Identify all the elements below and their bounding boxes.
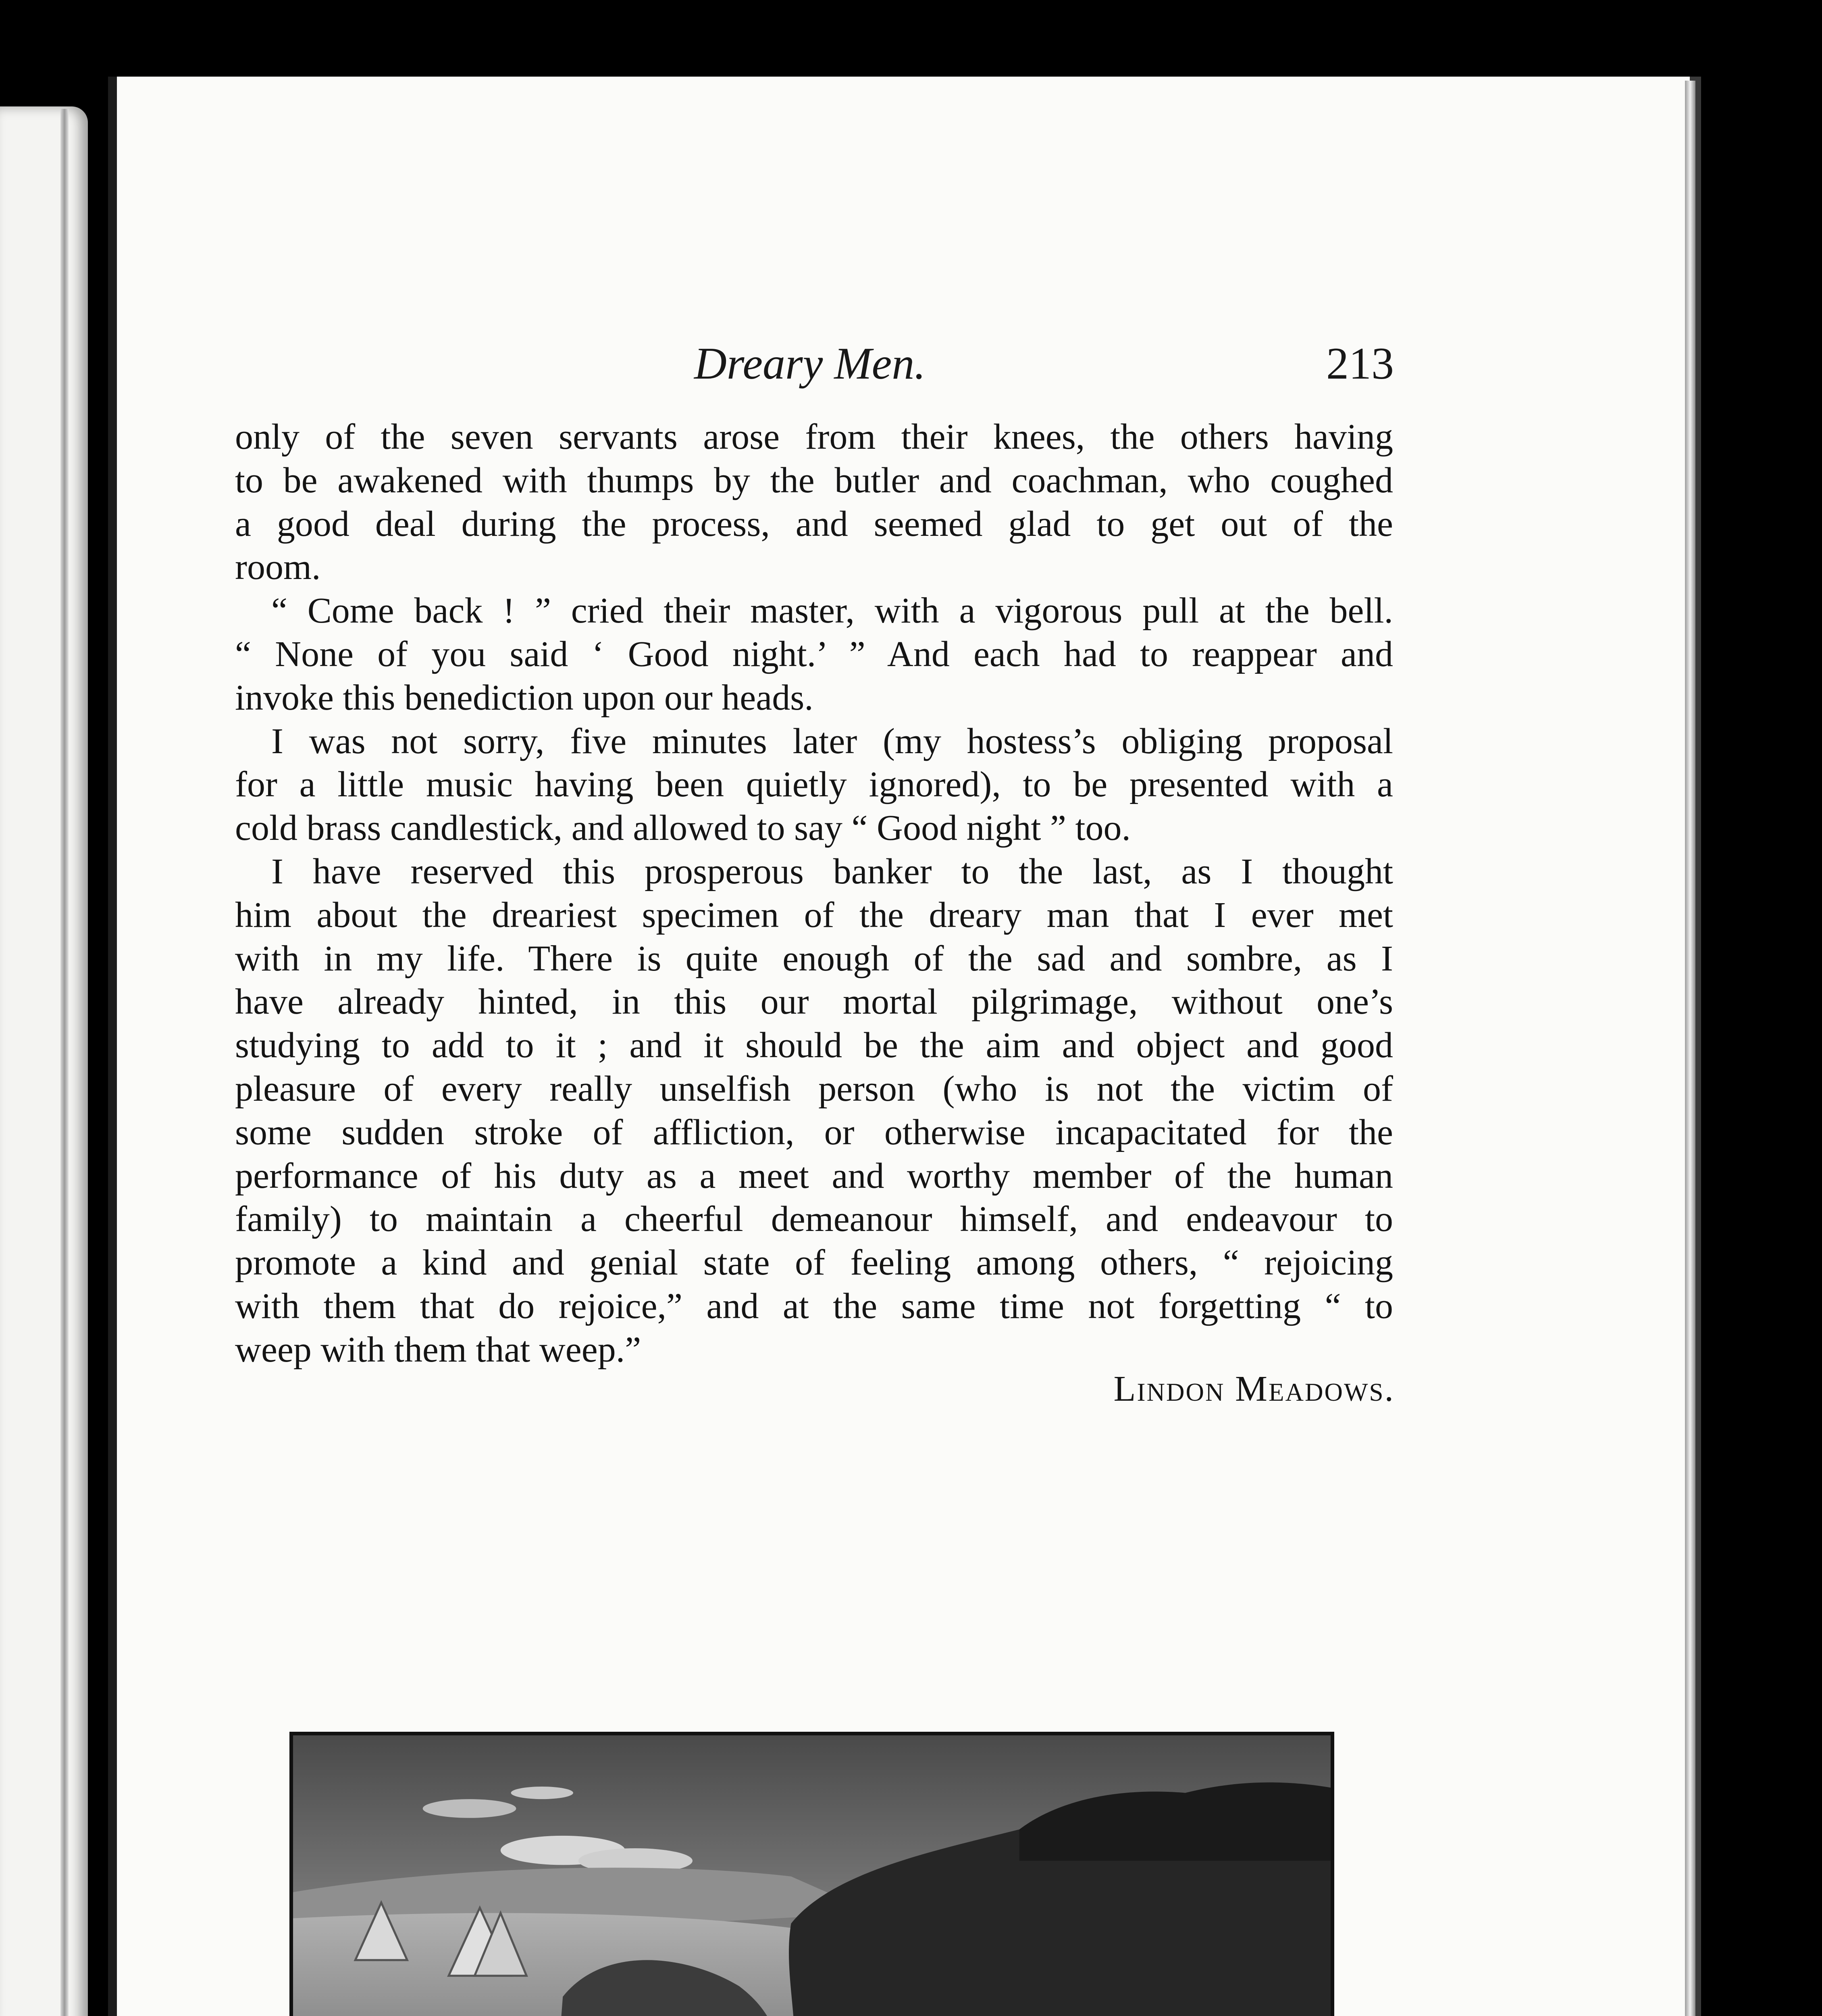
author-signature: Lindon Meadows.	[1113, 1369, 1395, 1409]
text-line: “ None of you said ‘ Good night.’ ” And each had to reappear and	[235, 634, 1393, 674]
text-line: some sudden stroke of affliction, or otherwise incapacitated for the	[235, 1112, 1393, 1152]
left-page-edge	[0, 106, 88, 2016]
text-line: “ Come back ! ” cried their master, with a vigorous pull at the bell.	[271, 591, 1393, 631]
text-line: I was not sorry, five minutes later (my hostess’s obliging proposal	[271, 721, 1393, 761]
text-line: to be awakened with thumps by the butler and coachman, who coughed	[235, 460, 1393, 500]
text-line: him about the dreariest specimen of the dreary man that I ever met	[235, 895, 1393, 935]
text-line: for a little music having been quietly ignored), to be presented with a	[235, 764, 1393, 805]
left-page-gutter	[60, 109, 69, 2016]
text-line: studying to add to it ; and it should be the aim and object and good	[235, 1025, 1393, 1066]
landscape-illustration	[289, 1732, 1334, 2016]
text-line: with them that do rejoice,” and at the same time not forgetting “ to	[235, 1286, 1393, 1326]
text-line: with in my life. There is quite enough of the sad and sombre, as I	[235, 938, 1393, 979]
text-line: weep with them that weep.”	[235, 1329, 641, 1370]
body-text	[235, 415, 1393, 1372]
text-line: room.	[235, 547, 321, 587]
text-line: promote a kind and genial state of feeling among others, “ rejoicing	[235, 1243, 1393, 1283]
text-line: performance of his duty as a meet and worthy member of the human	[235, 1156, 1393, 1196]
text-line: pleasure of every really unselfish person (who is not the victim of	[235, 1068, 1393, 1109]
text-line: have already hinted, in this our mortal pilgrimage, without one’s	[235, 982, 1393, 1022]
text-line: only of the seven servants arose from their knees, the others having	[235, 417, 1393, 457]
text-line: cold brass candlestick, and allowed to say “ Good night ” too.	[235, 808, 1131, 848]
landscape-engraving	[293, 1735, 1331, 2016]
text-line: family) to maintain a cheerful demeanour himself, and endeavour to	[235, 1199, 1393, 1239]
page-fore-edge	[1685, 81, 1695, 2016]
page-number: 213	[1326, 339, 1394, 389]
text-line: invoke this benediction upon our heads.	[235, 677, 813, 718]
running-title: Dreary Men.	[694, 339, 926, 389]
text-line: a good deal during the process, and seemed glad to get out of the	[235, 504, 1393, 544]
text-line: I have reserved this prosperous banker to the last, as I thought	[271, 851, 1393, 891]
